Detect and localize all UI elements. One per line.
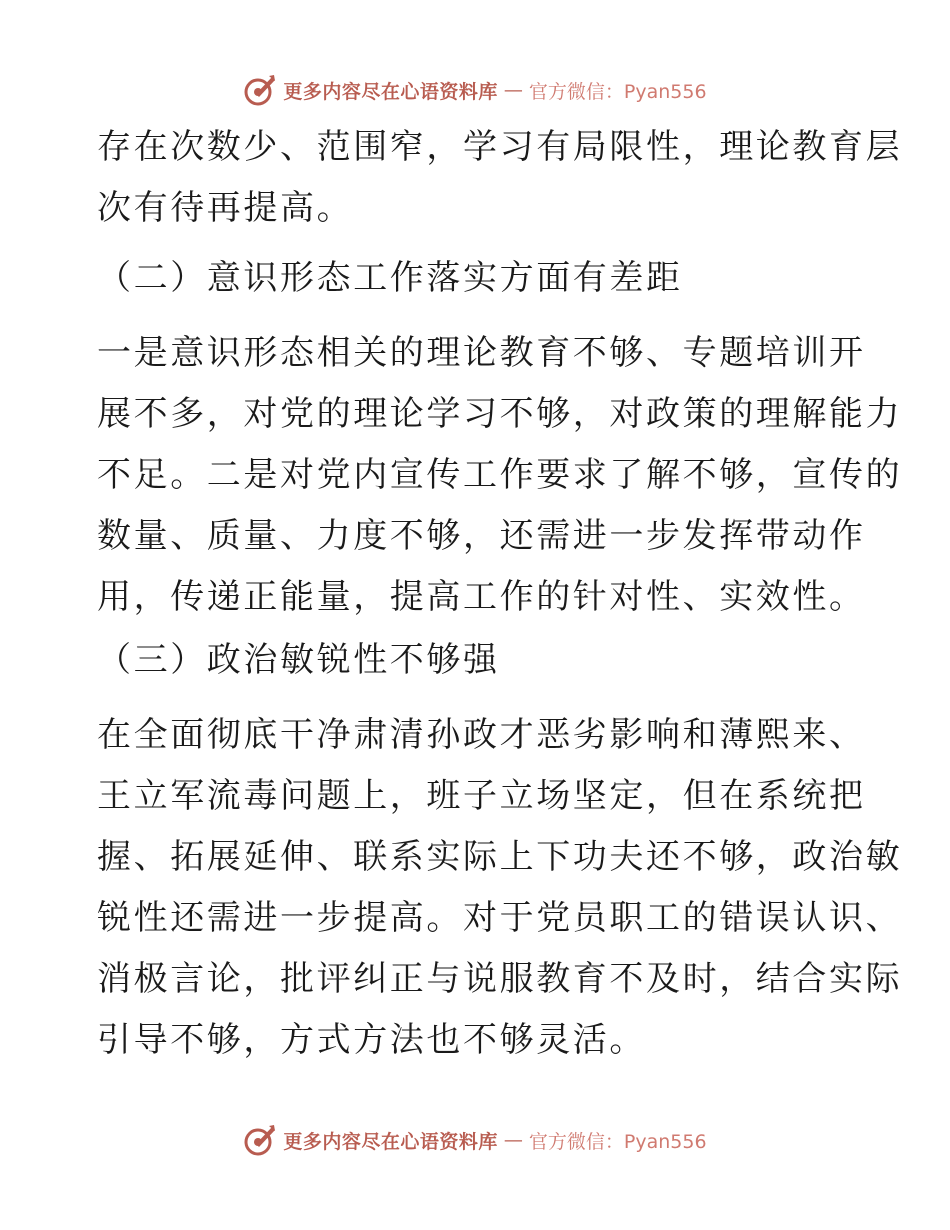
footer-wechat-text: 官方微信：Pyan556 xyxy=(528,1130,707,1153)
text-line: 锐性还需进一步提高。对于党员职工的错误认识、 xyxy=(97,898,903,938)
paragraph-political-sensitivity xyxy=(97,705,903,1071)
header-wechat-text: 官方微信：Pyan556 xyxy=(528,80,707,103)
text-line: 不足。二是对党内宣传工作要求了解不够，宣传的 xyxy=(97,455,903,495)
text-line: 王立军流毒问题上，班子立场坚定，但在系统把 xyxy=(97,776,866,816)
header-promo-text: 更多内容尽在心语资料库 xyxy=(283,80,498,103)
paragraph-continuation xyxy=(97,117,903,239)
text-line: 数量、质量、力度不够，还需进一步发挥带动作 xyxy=(97,516,866,556)
text-line: 存在次数少、范围窄，学习有局限性，理论教育层 xyxy=(97,127,903,167)
header-banner xyxy=(0,70,950,110)
text-line: 用，传递正能量，提高工作的针对性、实效性。 xyxy=(97,577,866,617)
text-line: 消极言论，批评纠正与说服教育不及时，结合实际 xyxy=(97,959,903,999)
text-line: 次有待再提高。 xyxy=(97,188,354,228)
section-heading-2 xyxy=(97,248,857,309)
text-line: 展不多，对党的理论学习不够，对政策的理解能力 xyxy=(97,394,903,434)
pen-logo-icon xyxy=(243,73,277,107)
section-heading-3 xyxy=(97,630,857,691)
footer-banner xyxy=(0,1120,950,1160)
text-line: 握、拓展延伸、联系实际上下功夫还不够，政治敏 xyxy=(97,837,903,877)
heading-text: （三）政治敏锐性不够强 xyxy=(97,640,500,680)
heading-text: （二）意识形态工作落实方面有差距 xyxy=(97,258,683,298)
header-dash: — xyxy=(503,79,523,101)
footer-promo-text: 更多内容尽在心语资料库 xyxy=(283,1130,498,1153)
pen-logo-icon xyxy=(243,1123,277,1157)
text-line: 引导不够，方式方法也不够灵活。 xyxy=(97,1020,646,1060)
paragraph-ideology xyxy=(97,323,903,628)
text-line: 一是意识形态相关的理论教育不够、专题培训开 xyxy=(97,333,866,373)
footer-dash: — xyxy=(503,1129,523,1151)
text-line: 在全面彻底干净肃清孙政才恶劣影响和薄熙来、 xyxy=(97,715,866,755)
